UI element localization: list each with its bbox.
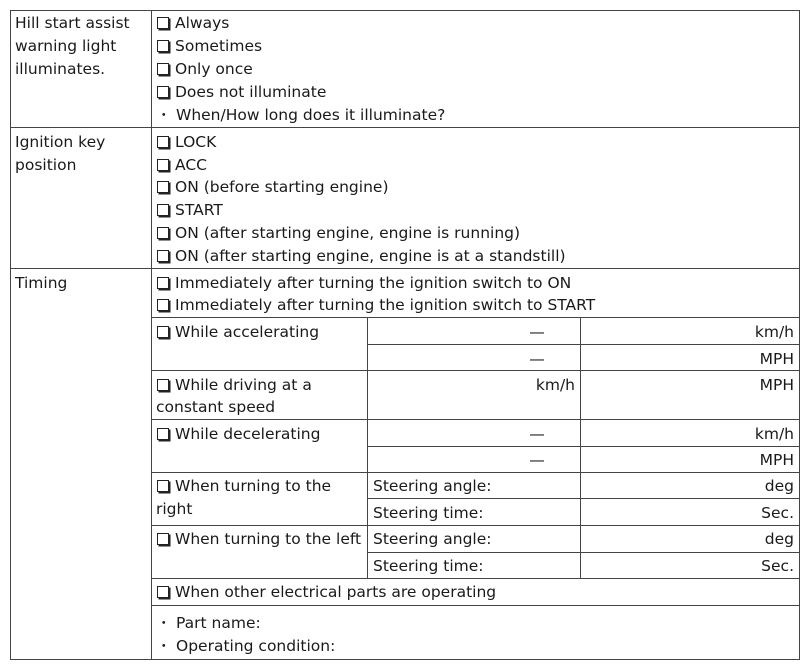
timing-option-constant-speed[interactable]: While driving at a bbox=[156, 374, 312, 396]
timing-option-decelerating[interactable]: While decelerating bbox=[156, 423, 320, 445]
turn-right-angle-unit: deg bbox=[764, 477, 794, 495]
checkbox-icon bbox=[157, 40, 169, 52]
accelerating-dash-2: — bbox=[529, 350, 545, 368]
constant-unit-kmh: km/h bbox=[535, 376, 575, 394]
timing-option-turn-right[interactable]: When turning to the bbox=[156, 475, 331, 497]
decelerating-unit-kmh: km/h bbox=[754, 425, 794, 443]
divider-hill-ignition bbox=[10, 127, 800, 128]
divider-value-column-2 bbox=[580, 317, 581, 579]
hill-option-does-not-illuminate[interactable]: Does not illuminate bbox=[156, 81, 326, 103]
border-left bbox=[10, 10, 11, 660]
divider-value-column-1 bbox=[367, 317, 368, 579]
divider-constant-top bbox=[151, 370, 800, 371]
checkbox-icon bbox=[157, 533, 169, 545]
turn-left-time-label: Steering time: bbox=[373, 557, 484, 575]
checkbox-icon bbox=[157, 299, 169, 311]
ignition-option-on-before[interactable]: ON (before starting engine) bbox=[156, 176, 389, 198]
operating-condition-field[interactable]: ・ Operating condition: bbox=[156, 637, 336, 655]
divider-label-column bbox=[151, 10, 152, 660]
bullet-icon: ・ bbox=[156, 637, 172, 655]
turn-left-angle-unit: deg bbox=[764, 530, 794, 548]
hill-option-only-once[interactable]: Only once bbox=[156, 58, 253, 80]
constant-speed-label-line-2: constant speed bbox=[156, 398, 276, 416]
timing-option-other-parts[interactable]: When other electrical parts are operating bbox=[156, 581, 496, 603]
constant-unit-mph: MPH bbox=[759, 376, 794, 394]
border-bottom bbox=[10, 659, 800, 660]
checkbox-icon bbox=[157, 379, 169, 391]
hill-start-label-line-2: warning light bbox=[15, 37, 117, 55]
checkbox-icon bbox=[157, 17, 169, 29]
turn-left-time-unit: Sec. bbox=[761, 557, 794, 575]
timing-label: Timing bbox=[15, 274, 68, 292]
checkbox-icon bbox=[157, 136, 169, 148]
hill-option-always[interactable]: Always bbox=[156, 12, 229, 34]
divider-accel-top bbox=[151, 317, 800, 318]
turn-right-label-line-2: right bbox=[156, 500, 193, 518]
decelerating-unit-mph: MPH bbox=[759, 451, 794, 469]
hill-note: ・ When/How long does it illuminate? bbox=[156, 106, 446, 124]
ignition-option-start[interactable]: START bbox=[156, 199, 223, 221]
timing-option-immediate-start[interactable]: Immediately after turning the ignition switch to START bbox=[156, 294, 595, 316]
timing-option-immediate-on[interactable]: Immediately after turning the ignition switch to ON bbox=[156, 272, 571, 294]
hill-option-sometimes[interactable]: Sometimes bbox=[156, 35, 262, 57]
checkbox-icon bbox=[157, 250, 169, 262]
ignition-label-line-1: Ignition key bbox=[15, 133, 106, 151]
divider-ignition-timing bbox=[10, 268, 800, 269]
ignition-option-on-standstill[interactable]: ON (after starting engine, engine is at a standstill) bbox=[156, 245, 566, 267]
checkbox-icon bbox=[157, 204, 169, 216]
hill-start-label-line-3: illuminates. bbox=[15, 60, 106, 78]
turn-right-time-unit: Sec. bbox=[761, 504, 794, 522]
divider-other-mid bbox=[151, 605, 800, 606]
checkbox-icon bbox=[157, 480, 169, 492]
decelerating-dash-1: — bbox=[529, 425, 545, 443]
checkbox-icon bbox=[157, 159, 169, 171]
accelerating-unit-mph: MPH bbox=[759, 350, 794, 368]
divider-accel-mid bbox=[367, 344, 800, 345]
border-right bbox=[799, 10, 800, 660]
checkbox-icon bbox=[157, 326, 169, 338]
checkbox-icon bbox=[157, 63, 169, 75]
ignition-option-acc[interactable]: ACC bbox=[156, 154, 207, 176]
ignition-option-on-running[interactable]: ON (after starting engine, engine is running) bbox=[156, 222, 520, 244]
turn-left-angle-label: Steering angle: bbox=[373, 530, 492, 548]
timing-option-turn-left[interactable]: When turning to the left bbox=[156, 528, 361, 550]
accelerating-dash-1: — bbox=[529, 323, 545, 341]
divider-right-mid bbox=[367, 498, 800, 499]
checkbox-icon bbox=[157, 181, 169, 193]
part-name-field[interactable]: ・ Part name: bbox=[156, 614, 261, 632]
decelerating-dash-2: — bbox=[529, 451, 545, 469]
timing-option-accelerating[interactable]: While accelerating bbox=[156, 321, 319, 343]
turn-right-time-label: Steering time: bbox=[373, 504, 484, 522]
bullet-icon: ・ bbox=[156, 614, 172, 632]
divider-decel-mid bbox=[367, 446, 800, 447]
border-top bbox=[10, 10, 800, 11]
ignition-label-line-2: position bbox=[15, 156, 77, 174]
checkbox-icon bbox=[157, 227, 169, 239]
divider-right-top bbox=[151, 472, 800, 473]
divider-other-top bbox=[151, 578, 800, 579]
divider-decel-top bbox=[151, 419, 800, 420]
checkbox-icon bbox=[157, 586, 169, 598]
checkbox-icon bbox=[157, 277, 169, 289]
checkbox-icon bbox=[157, 428, 169, 440]
accelerating-unit-kmh: km/h bbox=[754, 323, 794, 341]
turn-right-angle-label: Steering angle: bbox=[373, 477, 492, 495]
divider-left-mid bbox=[367, 552, 800, 553]
hill-start-label-line-1: Hill start assist bbox=[15, 14, 130, 32]
divider-left-top bbox=[151, 525, 800, 526]
checkbox-icon bbox=[157, 86, 169, 98]
ignition-option-lock[interactable]: LOCK bbox=[156, 131, 216, 153]
bullet-icon: ・ bbox=[156, 106, 172, 124]
